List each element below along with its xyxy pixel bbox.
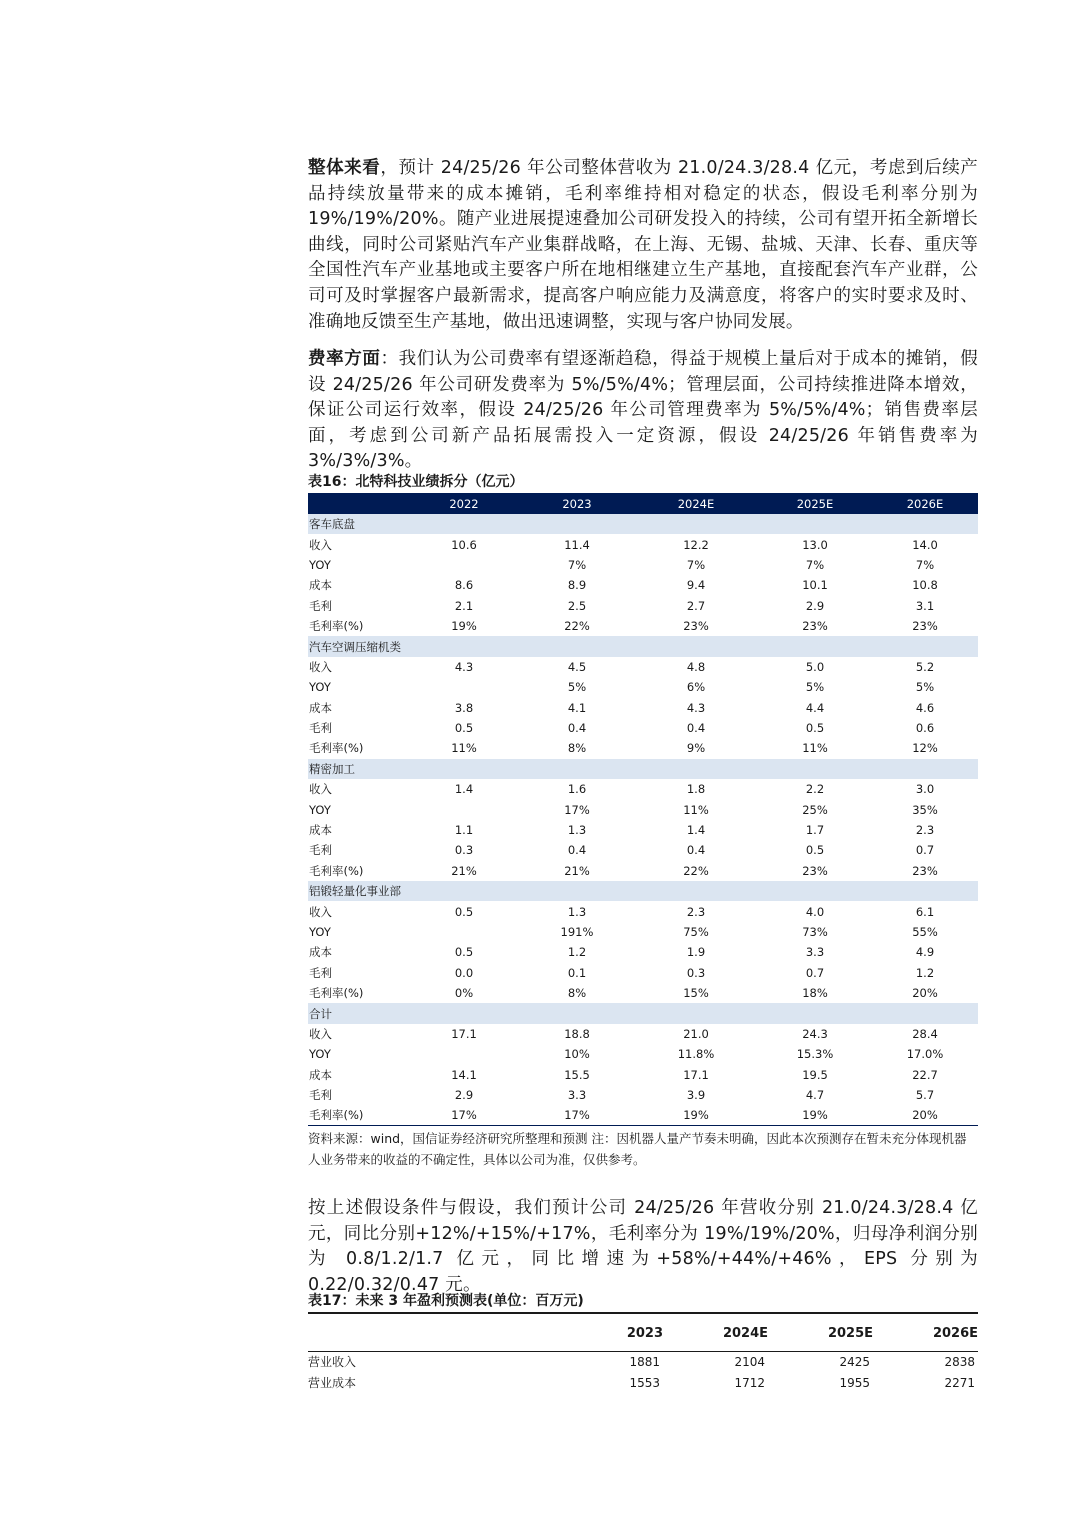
table-cell: 17.0% — [906, 1047, 944, 1062]
table-cell: 14.1 — [451, 1067, 477, 1082]
table-cell: 8.6 — [454, 578, 474, 593]
table-row — [308, 1044, 978, 1064]
table-cell: 10.8 — [912, 578, 938, 593]
table-cell: 1.9 — [686, 945, 706, 960]
table-cell: 11.4 — [564, 537, 590, 552]
table-cell — [408, 555, 520, 575]
table-cell: 0% — [454, 986, 474, 1001]
table-cell: 22.7 — [912, 1067, 938, 1082]
table-cell: 15.3% — [796, 1047, 834, 1062]
table-cell: 18% — [802, 986, 828, 1001]
table17-header-row — [308, 1313, 978, 1351]
table-cell: 22% — [564, 619, 590, 634]
paragraph-lead: 费率方面 — [308, 349, 381, 369]
table-cell: 4.5 — [567, 659, 587, 674]
table-cell: 12% — [912, 741, 938, 756]
section-header-row — [308, 514, 978, 534]
table-cell: 2271 — [944, 1375, 975, 1390]
table-cell: 15.5 — [564, 1067, 590, 1082]
row-label: 成本 — [309, 700, 332, 715]
section-header-row — [308, 636, 978, 656]
table-cell: 1881 — [629, 1354, 660, 1369]
table-cell: 11% — [683, 802, 709, 817]
table-cell: 1553 — [629, 1375, 660, 1390]
column-header: 2023 — [626, 1325, 663, 1341]
table-cell: 25% — [802, 802, 828, 817]
table-cell: 0.4 — [686, 843, 706, 858]
table-cell: 21% — [451, 863, 477, 878]
column-header — [308, 493, 408, 514]
section-header-row — [308, 881, 978, 901]
table-cell: 20% — [912, 1108, 938, 1123]
table-cell: 3.8 — [454, 700, 474, 715]
table-cell: 4.4 — [805, 700, 825, 715]
column-header: 2024E — [722, 1325, 768, 1341]
row-label: 成本 — [309, 945, 332, 960]
table-cell: 2.3 — [686, 904, 706, 919]
row-label: 毛利 — [309, 721, 332, 736]
table-cell: 17% — [564, 1108, 590, 1123]
table-cell: 4.7 — [805, 1088, 825, 1103]
column-header: 2026E — [906, 496, 944, 511]
table-cell: 10% — [564, 1047, 590, 1062]
table-cell: 3.0 — [915, 782, 935, 797]
table17-title: 表17：未来 3 年盈利预测表(单位：百万元) — [308, 1293, 584, 1309]
table-cell: 14.0 — [912, 537, 938, 552]
table-cell: 1.4 — [454, 782, 474, 797]
table-cell: 12.2 — [683, 537, 709, 552]
table-cell: 2.5 — [567, 598, 587, 613]
table16-business-breakdown — [308, 493, 978, 1126]
table-cell: 0.5 — [454, 945, 474, 960]
table-cell: 13.0 — [802, 537, 828, 552]
column-header: 2024E — [677, 496, 715, 511]
table-cell: 17.1 — [451, 1026, 477, 1041]
table-row — [308, 616, 978, 636]
table-cell: 2.3 — [915, 823, 935, 838]
table-row — [308, 677, 978, 697]
table-cell: 17.1 — [683, 1067, 709, 1082]
table-cell: 0.6 — [915, 721, 935, 736]
table-cell: 5.0 — [805, 659, 825, 674]
table-cell: 5.7 — [915, 1088, 935, 1103]
table-cell: 2.9 — [805, 598, 825, 613]
section-header-row — [308, 759, 978, 779]
table-cell: 23% — [802, 863, 828, 878]
table-row — [308, 1351, 978, 1372]
table-row — [308, 1105, 978, 1125]
table-row — [308, 1065, 978, 1085]
table-cell: 3.3 — [567, 1088, 587, 1103]
table-cell: 0.5 — [805, 721, 825, 736]
table-cell: 1712 — [734, 1375, 765, 1390]
table-cell — [408, 922, 520, 942]
table-cell: 20% — [912, 986, 938, 1001]
row-label: YOY — [309, 802, 331, 817]
table-cell: 2104 — [734, 1354, 765, 1369]
table-cell: 1.3 — [567, 823, 587, 838]
row-label: 收入 — [309, 537, 332, 552]
row-label: 毛利 — [309, 598, 332, 613]
table-cell: 55% — [912, 925, 938, 939]
table-cell: 5.2 — [915, 659, 935, 674]
table-cell: 7% — [805, 557, 825, 572]
table-cell: 191% — [560, 925, 594, 939]
table-cell: 1.4 — [686, 823, 706, 838]
table-cell: 8% — [567, 986, 587, 1001]
table-cell: 19% — [451, 619, 477, 634]
table-cell: 2425 — [839, 1354, 870, 1369]
table-cell: 2.2 — [805, 782, 825, 797]
table-cell: 9.4 — [686, 578, 706, 593]
paragraph-body: ：我们认为公司费率有望逐渐趋稳，得益于规模上量后对于成本的摊销，假设 24/25/26 年公司研发费率为 5%/5%/4%；管理层面，公司持续推进降本增效，保证公司运行效率，假设 24/25/26 年公司管理费率为 5%/5%/4%；销售费率层面，考虑到公司新产品拓展需投入一定资源，假设 24/25/26 年销售费率为 3%/3%/3%。 — [308, 349, 978, 472]
table-cell: 2838 — [944, 1354, 975, 1369]
table-cell: 11% — [802, 741, 828, 756]
paragraph-lead: 整体来看 — [308, 158, 381, 178]
row-label: 成本 — [309, 823, 332, 838]
table-row — [308, 779, 978, 799]
table-cell: 21.0 — [683, 1026, 709, 1041]
table-row — [308, 555, 978, 575]
table16-header-row — [308, 493, 978, 514]
table-cell: 1.8 — [686, 782, 706, 797]
table-row — [308, 963, 978, 983]
table-cell: 3.1 — [915, 598, 935, 613]
table-cell: 23% — [912, 619, 938, 634]
table-row — [308, 596, 978, 616]
table-row — [308, 657, 978, 677]
paragraph-body: ，预计 24/25/26 年公司整体营收为 21.0/24.3/28.4 亿元，考虑到后续产品持续放量带来的成本摊销，毛利率维持相对稳定的状态，假设毛利率分别为 19%/19%/20%。随产业进展提速叠加公司研发投入的持续，公司有望开拓全新增长曲线，同时公司紧贴汽车产业集群战略，在上海、无锡、盐城、天津、长春、重庆等全国性汽车产业基地或主要客户所在地相继建立生产基地，直接配套汽车产业群，公司可及时掌握客户最新需求，提高客户响应能力及满意度，将客户的实时要求及时、准确地反馈至生产基地，做出迅速调整，实现与客户协同发展。 — [308, 158, 978, 332]
table-cell: 0.5 — [454, 721, 474, 736]
table-cell: 0.3 — [454, 843, 474, 858]
table-cell: 23% — [912, 863, 938, 878]
row-label: 毛利率(%) — [309, 619, 364, 634]
column-header: 2025E — [796, 496, 834, 511]
row-label: 毛利率(%) — [309, 1108, 364, 1123]
table-cell: 0.5 — [805, 843, 825, 858]
table-cell: 0.4 — [567, 721, 587, 736]
paragraph-overall-outlook — [308, 156, 978, 335]
table-cell: 9% — [686, 741, 706, 756]
row-label: 毛利率(%) — [309, 741, 364, 756]
section-label: 汽车空调压缩机类 — [309, 639, 401, 654]
column-header: 2023 — [562, 496, 592, 511]
table-cell: 7% — [686, 557, 706, 572]
table-cell: 2.9 — [454, 1088, 474, 1103]
section-label: 铝锻轻量化事业部 — [309, 884, 401, 899]
table-cell: 1.6 — [567, 782, 587, 797]
table-cell — [408, 677, 520, 697]
table-cell: 19.5 — [802, 1067, 828, 1082]
table-row — [308, 718, 978, 738]
table-cell: 17% — [564, 802, 590, 817]
row-label: 收入 — [309, 659, 332, 674]
table-cell — [408, 799, 520, 819]
row-label: 收入 — [309, 904, 332, 919]
table17-profit-forecast — [308, 1312, 978, 1393]
table-cell: 4.3 — [686, 700, 706, 715]
table-cell: 1.2 — [915, 965, 935, 980]
table-cell: 8% — [567, 741, 587, 756]
row-label: 成本 — [309, 578, 332, 593]
table-cell: 18.8 — [564, 1026, 590, 1041]
table-cell: 19% — [683, 1108, 709, 1123]
table-row — [308, 575, 978, 595]
table-cell — [408, 1044, 520, 1064]
table-cell: 2.1 — [454, 598, 474, 613]
row-label: YOY — [309, 925, 331, 939]
table-cell: 6.1 — [915, 904, 935, 919]
table-row — [308, 1372, 978, 1393]
row-label: 成本 — [309, 1067, 332, 1082]
table-row — [308, 840, 978, 860]
row-label: 毛利 — [309, 1088, 332, 1103]
column-header: 2026E — [932, 1325, 978, 1341]
table-cell: 0.4 — [686, 721, 706, 736]
section-header-row — [308, 1003, 978, 1023]
table-cell: 4.6 — [915, 700, 935, 715]
column-header: 2025E — [827, 1325, 873, 1341]
table-row — [308, 820, 978, 840]
paragraph-expense-ratio — [308, 347, 978, 475]
row-label: 收入 — [309, 782, 332, 797]
row-label: 毛利率(%) — [309, 863, 364, 878]
row-label: YOY — [309, 557, 331, 572]
section-label: 合计 — [309, 1006, 332, 1021]
row-label: 营业成本 — [308, 1376, 357, 1390]
section-label: 精密加工 — [309, 761, 355, 776]
table-row — [308, 901, 978, 921]
table-cell: 4.1 — [567, 700, 587, 715]
table-cell: 1.3 — [567, 904, 587, 919]
table-row — [308, 922, 978, 942]
table-cell: 0.7 — [805, 965, 825, 980]
table-cell: 1.1 — [454, 823, 474, 838]
table-cell: 73% — [802, 925, 828, 939]
table-cell: 23% — [683, 619, 709, 634]
row-label: 毛利率(%) — [309, 986, 364, 1001]
table-cell: 0.7 — [915, 843, 935, 858]
table-cell: 3.3 — [805, 945, 825, 960]
table-cell: 4.9 — [915, 945, 935, 960]
table-cell: 11.8% — [677, 1047, 715, 1062]
table16-source-note: 资料来源：wind，国信证券经济研究所整理和预测 注：因机器人量产节奏未明确，因此本次预测存在暂未充分体现机器人业务带来的收益的不确定性，具体以公司为准，仅供参考。 — [308, 1131, 967, 1167]
table-cell: 5% — [805, 680, 825, 695]
table-cell: 19% — [802, 1108, 828, 1123]
table-row — [308, 738, 978, 758]
table-cell: 21% — [564, 863, 590, 878]
section-label: 客车底盘 — [309, 517, 355, 532]
table-cell: 17% — [451, 1108, 477, 1123]
table-cell: 4.3 — [454, 659, 474, 674]
table-cell: 3.9 — [686, 1088, 706, 1103]
table-cell: 7% — [567, 557, 587, 572]
column-header — [308, 1313, 558, 1351]
table-cell: 35% — [912, 802, 938, 817]
table-cell: 24.3 — [802, 1026, 828, 1041]
table-cell: 23% — [802, 619, 828, 634]
table-cell: 1.7 — [805, 823, 825, 838]
table-cell: 28.4 — [912, 1026, 938, 1041]
table-row — [308, 942, 978, 962]
row-label: YOY — [309, 680, 331, 695]
table-cell: 2.7 — [686, 598, 706, 613]
table-cell: 0.1 — [567, 965, 587, 980]
table-cell: 22% — [683, 863, 709, 878]
table-cell: 6% — [686, 680, 706, 695]
table-cell: 10.6 — [451, 537, 477, 552]
table-cell: 7% — [915, 557, 935, 572]
row-label: YOY — [309, 1047, 331, 1062]
table-row — [308, 698, 978, 718]
row-label: 营业收入 — [308, 1355, 357, 1370]
table-cell: 5% — [915, 680, 935, 695]
row-label: 毛利 — [309, 843, 332, 858]
table-row — [308, 799, 978, 819]
table16-title: 表16：北特科技业绩拆分（亿元） — [308, 474, 524, 490]
table-cell: 0.3 — [686, 965, 706, 980]
table-row — [308, 534, 978, 554]
table-row — [308, 1024, 978, 1044]
table-cell: 5% — [567, 680, 587, 695]
table-cell: 1.2 — [567, 945, 587, 960]
table-cell: 15% — [683, 986, 709, 1001]
column-header: 2022 — [449, 496, 479, 511]
table-cell: 8.9 — [567, 578, 587, 593]
table-cell: 1955 — [839, 1375, 870, 1390]
row-label: 收入 — [309, 1026, 332, 1041]
table-cell: 11% — [451, 741, 477, 756]
table-cell: 0.4 — [567, 843, 587, 858]
table-cell: 4.0 — [805, 904, 825, 919]
paragraph-forecast-summary: 按上述假设条件与假设，我们预计公司 24/25/26 年营收分别 21.0/24.3/28.4 亿元，同比分别+12%/+15%/+17%，毛利率分为 19%/19%/20%，归母净利润分别为 0.8/1.2/1.7 亿元，同比增速为+58%/+44%/+46%，EPS 分别为 0.22/0.32/0.47 元。 — [308, 1198, 978, 1295]
table-row — [308, 861, 978, 881]
table-cell: 0.5 — [454, 904, 474, 919]
table-cell: 75% — [683, 925, 709, 939]
table-cell: 10.1 — [802, 578, 828, 593]
table-row — [308, 983, 978, 1003]
table-cell: 4.8 — [686, 659, 706, 674]
table-cell: 0.0 — [454, 965, 474, 980]
row-label: 毛利 — [309, 965, 332, 980]
table-row — [308, 1085, 978, 1105]
